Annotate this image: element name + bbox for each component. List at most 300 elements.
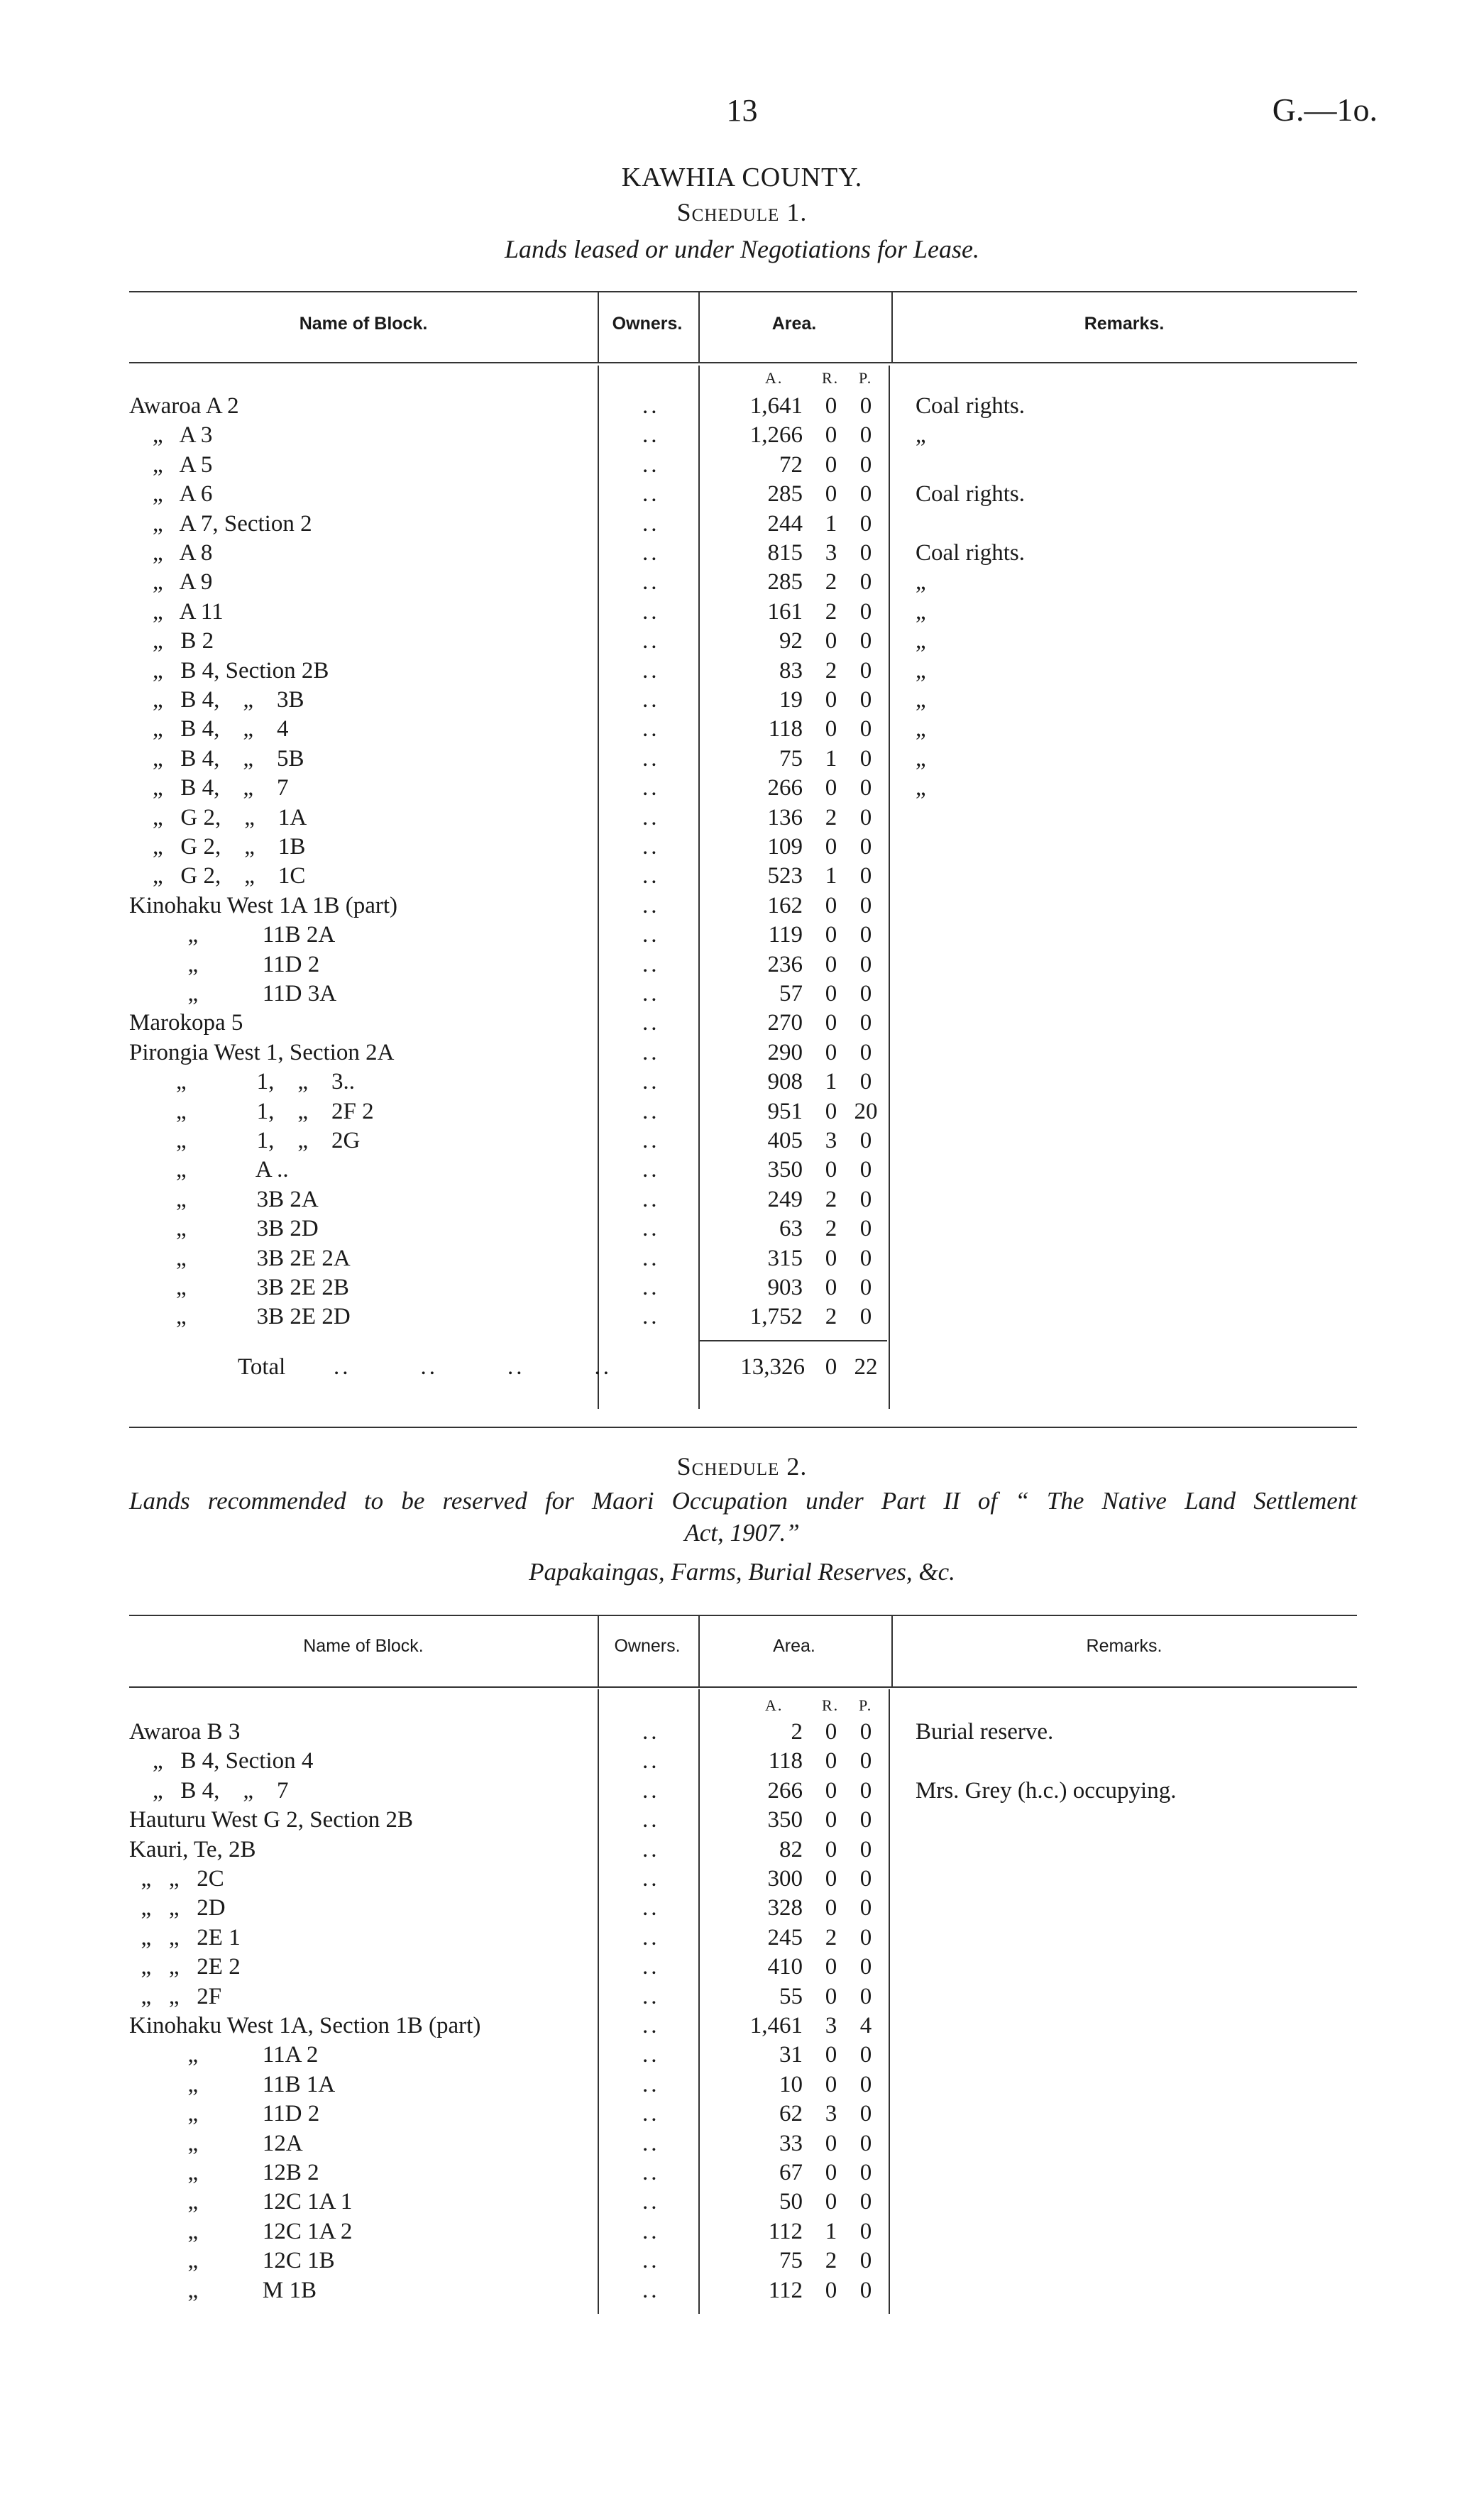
area-perches: 0: [859, 1807, 872, 1833]
area-roods: 0: [825, 1895, 837, 1921]
area-perches: 0: [859, 1069, 872, 1095]
schedule1-row: [0, 657, 1484, 686]
area-acres: 75: [779, 2248, 803, 2274]
schedule1-row: [0, 1038, 1484, 1067]
schedule1-row: [0, 862, 1484, 891]
schedule1-row: [0, 510, 1484, 539]
owners-leader-dots: ..: [642, 2248, 660, 2274]
owners-leader-dots: ..: [642, 569, 660, 595]
block-name: „ A 9: [129, 569, 213, 595]
area-acres: 75: [779, 745, 803, 772]
area-acres: 236: [767, 951, 803, 977]
owners-leader-dots: ..: [642, 1128, 660, 1153]
area-perches: 0: [859, 422, 872, 449]
area-perches: 0: [859, 2042, 872, 2068]
area-acres: 908: [767, 1069, 803, 1095]
block-name: „ 3B 2E 2B: [129, 1275, 349, 1300]
schedule2-unit-roods: R.: [822, 1696, 840, 1714]
block-name: „ A 11: [129, 598, 224, 625]
schedule2-row: [0, 1718, 1484, 1747]
schedule2-row: [0, 2041, 1484, 2070]
page-number: 13: [726, 93, 758, 128]
area-roods: 2: [825, 1186, 837, 1212]
owners-leader-dots: ..: [642, 892, 660, 918]
schedule2-divider-3: [891, 1615, 893, 1686]
owners-leader-dots: ..: [642, 2101, 660, 2127]
area-roods: 0: [825, 2277, 837, 2303]
schedule1-row: [0, 627, 1484, 656]
owners-leader-dots: ..: [642, 716, 660, 742]
block-name: Kinohaku West 1A, Section 1B (part): [129, 2013, 481, 2038]
remarks: „: [916, 745, 926, 772]
area-acres: 244: [767, 510, 803, 537]
schedule2-row: [0, 2276, 1484, 2305]
area-perches: 20: [854, 1098, 878, 1124]
schedule1-row: [0, 598, 1484, 627]
schedule2-col-owners: Owners.: [614, 1636, 681, 1656]
area-perches: 0: [859, 1719, 872, 1745]
area-perches: 0: [859, 1748, 872, 1774]
schedule2-row: [0, 2158, 1484, 2188]
remarks: „: [916, 422, 926, 449]
area-acres: 1,752: [749, 1304, 803, 1330]
schedule1-col-area: Area.: [771, 314, 817, 334]
area-perches: 0: [859, 1924, 872, 1950]
block-name: „ 11D 3A: [129, 981, 337, 1006]
schedule2-subtitle-line3: Papakaingas, Farms, Burial Reserves, &c.: [529, 1558, 955, 1586]
schedule1-row: [0, 1302, 1484, 1332]
area-perches: 0: [859, 981, 872, 1006]
schedule1-row: [0, 1067, 1484, 1097]
remarks: „: [916, 598, 926, 625]
block-name: „ 11B 2A: [129, 922, 336, 948]
schedule1-total-acres: 13,326: [740, 1354, 805, 1380]
area-acres: 285: [767, 481, 803, 507]
block-name: „ „ 2E 1: [129, 1924, 241, 1950]
schedule1-row: [0, 1273, 1484, 1302]
block-name: „ A ..: [129, 1157, 289, 1183]
schedule1-row: [0, 803, 1484, 833]
area-roods: 0: [825, 1777, 837, 1804]
area-roods: 0: [825, 1719, 837, 1745]
block-name: „ „ 2F: [129, 1983, 222, 2009]
area-acres: 162: [767, 892, 803, 918]
block-name: „ 12C 1A 1: [129, 2189, 353, 2215]
owners-leader-dots: ..: [642, 1836, 660, 1862]
area-acres: 55: [779, 1983, 803, 2009]
remarks: Burial reserve.: [916, 1719, 1054, 1745]
area-perches: 0: [859, 1777, 872, 1804]
owners-leader-dots: ..: [642, 1010, 660, 1036]
area-roods: 0: [825, 1836, 837, 1862]
owners-leader-dots: ..: [642, 2013, 660, 2038]
area-perches: 0: [859, 1039, 872, 1065]
area-acres: 92: [779, 628, 803, 654]
area-roods: 0: [825, 2071, 837, 2097]
block-name: „ B 4, „ 7: [129, 775, 289, 801]
block-name: „ A 8: [129, 540, 213, 566]
owners-leader-dots: ..: [642, 2189, 660, 2215]
schedule1-row: [0, 1185, 1484, 1214]
area-roods: 0: [825, 2160, 837, 2185]
page-reference: G.—1o.: [1272, 92, 1378, 128]
area-roods: 0: [825, 687, 837, 713]
schedule1-row: [0, 979, 1484, 1009]
remarks: „: [916, 775, 926, 801]
area-perches: 0: [859, 481, 872, 507]
block-name: Kauri, Te, 2B: [129, 1836, 256, 1862]
area-acres: 118: [768, 716, 803, 742]
area-acres: 82: [779, 1836, 803, 1862]
owners-leader-dots: ..: [642, 1924, 660, 1950]
owners-leader-dots: ..: [642, 2277, 660, 2303]
owners-leader-dots: ..: [642, 1748, 660, 1774]
area-acres: 57: [779, 981, 803, 1006]
area-perches: 0: [859, 569, 872, 595]
schedule1-total-row: [0, 1353, 1484, 1382]
block-name: „ B 4, „ 4: [129, 716, 289, 742]
owners-leader-dots: ..: [642, 393, 660, 419]
schedule1-row: [0, 568, 1484, 597]
schedule1-total-perches: 22: [854, 1354, 878, 1380]
area-perches: 0: [859, 2071, 872, 2097]
remarks: Mrs. Grey (h.c.) occupying.: [916, 1777, 1177, 1804]
schedule1-row: [0, 451, 1484, 480]
area-perches: 0: [859, 657, 872, 684]
schedule1-row: [0, 1097, 1484, 1126]
schedule1-row: [0, 745, 1484, 774]
schedule1-row: [0, 891, 1484, 921]
area-roods: 0: [825, 1098, 837, 1124]
block-name: „ 1, „ 2G: [129, 1128, 361, 1153]
owners-leader-dots: ..: [642, 481, 660, 507]
area-roods: 1: [825, 2218, 837, 2244]
block-name: „ 11B 1A: [129, 2071, 336, 2097]
schedule1-top-rule: [129, 291, 1357, 292]
owners-leader-dots: ..: [642, 1186, 660, 1212]
area-roods: 2: [825, 804, 837, 830]
block-name: „ 12B 2: [129, 2160, 319, 2185]
area-acres: 249: [767, 1186, 803, 1212]
area-acres: 270: [767, 1010, 803, 1036]
area-roods: 0: [825, 2042, 837, 2068]
area-acres: 67: [779, 2160, 803, 2185]
area-acres: 31: [779, 2042, 803, 2068]
block-name: „ A 5: [129, 451, 213, 478]
area-acres: 112: [768, 2277, 803, 2303]
owners-leader-dots: ..: [642, 1216, 660, 1242]
owners-leader-dots: ..: [642, 628, 660, 654]
area-acres: 50: [779, 2189, 803, 2215]
block-name: „ „ 2D: [129, 1895, 226, 1921]
area-perches: 0: [859, 1186, 872, 1212]
block-name: „ 1, „ 2F 2: [129, 1098, 374, 1124]
block-name: „ B 4, „ 7: [129, 1777, 289, 1804]
area-acres: 1,461: [749, 2013, 803, 2038]
area-acres: 1,641: [749, 393, 803, 419]
schedule1-row: [0, 833, 1484, 862]
schedule2-unit-acres: A.: [765, 1696, 784, 1714]
area-acres: 523: [767, 863, 803, 889]
block-name: „ A 6: [129, 481, 213, 507]
area-roods: 0: [825, 422, 837, 449]
owners-leader-dots: ..: [642, 1719, 660, 1745]
area-perches: 0: [859, 628, 872, 654]
block-name: „ B 4, „ 3B: [129, 687, 304, 713]
area-roods: 0: [825, 922, 837, 948]
block-name: „ 3B 2A: [129, 1186, 319, 1212]
block-name: Awaroa B 3: [129, 1719, 241, 1745]
block-name: „ G 2, „ 1A: [129, 804, 307, 830]
area-acres: 410: [767, 1954, 803, 1980]
block-name: Hauturu West G 2, Section 2B: [129, 1807, 414, 1833]
area-perches: 0: [859, 687, 872, 713]
owners-leader-dots: ..: [642, 1954, 660, 1980]
schedule2-header-rule: [129, 1686, 1357, 1688]
area-roods: 3: [825, 540, 837, 566]
schedule2-subtitle-line2: Act, 1907.”: [684, 1519, 800, 1547]
area-acres: 903: [767, 1275, 803, 1300]
schedule1-row: [0, 480, 1484, 509]
schedule1-row: [0, 1156, 1484, 1185]
area-roods: 1: [825, 745, 837, 772]
area-perches: 0: [859, 775, 872, 801]
owners-leader-dots: ..: [642, 540, 660, 566]
owners-leader-dots: ..: [642, 1275, 660, 1300]
schedule1-divider-2: [698, 291, 700, 362]
area-roods: 2: [825, 2248, 837, 2274]
area-roods: 0: [825, 951, 837, 977]
schedule1-row: [0, 921, 1484, 950]
area-perches: 0: [859, 804, 872, 830]
schedule2-row: [0, 1777, 1484, 1806]
owners-leader-dots: ..: [642, 1069, 660, 1095]
area-acres: 119: [768, 922, 803, 948]
schedule1-unit-roods: R.: [822, 369, 840, 387]
owners-leader-dots: ..: [642, 981, 660, 1006]
schedule1-row: [0, 392, 1484, 421]
area-perches: 0: [859, 2160, 872, 2185]
area-acres: 350: [767, 1157, 803, 1183]
area-acres: 300: [767, 1866, 803, 1892]
area-roods: 0: [825, 451, 837, 478]
remarks: Coal rights.: [916, 393, 1025, 419]
schedule1-row: [0, 686, 1484, 715]
block-name: „ B 4, „ 5B: [129, 745, 304, 772]
schedule1-row: [0, 1126, 1484, 1156]
area-roods: 0: [825, 1275, 837, 1300]
schedule2-unit-perches: P.: [859, 1696, 873, 1714]
area-acres: 2: [791, 1719, 803, 1745]
owners-leader-dots: ..: [642, 1866, 660, 1892]
area-roods: 0: [825, 981, 837, 1006]
area-perches: 0: [859, 540, 872, 566]
schedule2-row: [0, 2011, 1484, 2041]
area-acres: 290: [767, 1039, 803, 1065]
area-roods: 1: [825, 510, 837, 537]
block-name: „ A 3: [129, 422, 213, 449]
area-perches: 0: [859, 2277, 872, 2303]
block-name: „ 3B 2E 2A: [129, 1245, 351, 1271]
schedule1-row: [0, 1009, 1484, 1038]
area-acres: 1,266: [749, 422, 803, 449]
area-perches: 0: [859, 892, 872, 918]
area-roods: 1: [825, 863, 837, 889]
owners-leader-dots: ..: [642, 804, 660, 830]
block-name: „ G 2, „ 1C: [129, 863, 306, 889]
schedule2-col-area: Area.: [773, 1636, 815, 1656]
owners-leader-dots: ..: [642, 657, 660, 684]
area-perches: 0: [859, 1954, 872, 1980]
schedule2-row: [0, 1953, 1484, 1982]
owners-leader-dots: ..: [642, 1039, 660, 1065]
schedule1-col-name: Name of Block.: [299, 314, 428, 334]
area-perches: 0: [859, 510, 872, 537]
area-roods: 2: [825, 657, 837, 684]
schedule1-row: [0, 1214, 1484, 1244]
schedule1-total-dots: .. .. .. ..: [334, 1354, 612, 1380]
schedule1-row: [0, 950, 1484, 979]
owners-leader-dots: ..: [642, 1983, 660, 2009]
owners-leader-dots: ..: [642, 510, 660, 537]
area-roods: 0: [825, 716, 837, 742]
area-perches: 0: [859, 745, 872, 772]
area-perches: 0: [859, 1216, 872, 1242]
area-perches: 0: [859, 393, 872, 419]
remarks: „: [916, 716, 926, 742]
block-name: „ 11D 2: [129, 2101, 320, 2127]
schedule1-row: [0, 774, 1484, 803]
schedule1-header-rule: [129, 362, 1357, 363]
area-perches: 0: [859, 863, 872, 889]
area-perches: 0: [859, 1245, 872, 1271]
owners-leader-dots: ..: [642, 863, 660, 889]
area-perches: 4: [859, 2013, 872, 2038]
schedule2-row: [0, 2129, 1484, 2158]
area-acres: 405: [767, 1128, 803, 1153]
area-perches: 0: [859, 2248, 872, 2274]
area-perches: 0: [859, 1836, 872, 1862]
area-roods: 2: [825, 1216, 837, 1242]
area-perches: 0: [859, 2130, 872, 2156]
county-title: KAWHIA COUNTY.: [621, 163, 863, 192]
owners-leader-dots: ..: [642, 598, 660, 625]
schedule2-row: [0, 1923, 1484, 1953]
owners-leader-dots: ..: [642, 2071, 660, 2097]
owners-leader-dots: ..: [642, 451, 660, 478]
area-acres: 63: [779, 1216, 803, 1242]
schedule2-heading: Schedule 2.: [676, 1452, 808, 1481]
area-roods: 0: [825, 481, 837, 507]
owners-leader-dots: ..: [642, 951, 660, 977]
area-roods: 3: [825, 1128, 837, 1153]
area-roods: 2: [825, 598, 837, 625]
owners-leader-dots: ..: [642, 1895, 660, 1921]
area-acres: 19: [779, 687, 803, 713]
area-roods: 3: [825, 2013, 837, 2038]
area-acres: 62: [779, 2101, 803, 2127]
schedule2-row: [0, 2217, 1484, 2246]
area-perches: 0: [859, 598, 872, 625]
schedule2-col-remarks: Remarks.: [1086, 1636, 1163, 1656]
area-acres: 266: [767, 1777, 803, 1804]
owners-leader-dots: ..: [642, 1157, 660, 1183]
owners-leader-dots: ..: [642, 775, 660, 801]
block-name: „ A 7, Section 2: [129, 510, 312, 537]
schedule1-row: [0, 1244, 1484, 1273]
block-name: Pirongia West 1, Section 2A: [129, 1039, 395, 1065]
schedule1-row: [0, 421, 1484, 450]
area-acres: 815: [767, 540, 803, 566]
block-name: „ 12C 1B: [129, 2248, 335, 2274]
block-name: „ „ 2C: [129, 1866, 224, 1892]
area-roods: 0: [825, 628, 837, 654]
schedule2-subtitle-line1: Lands recommended to be reserved for Maori Occupation under Part II of “ The Native Land Settlement: [129, 1487, 1357, 1515]
schedule1-row: [0, 715, 1484, 744]
schedule2-row: [0, 2099, 1484, 2129]
area-acres: 350: [767, 1807, 803, 1833]
area-perches: 0: [859, 2101, 872, 2127]
area-roods: 0: [825, 834, 837, 860]
schedule1-divider-1: [598, 291, 599, 362]
area-acres: 285: [767, 569, 803, 595]
area-perches: 0: [859, 1895, 872, 1921]
schedule1-bottom-rule: [129, 1427, 1357, 1428]
area-perches: 0: [859, 1010, 872, 1036]
area-roods: 0: [825, 892, 837, 918]
owners-leader-dots: ..: [642, 1245, 660, 1271]
block-name: „ 11A 2: [129, 2042, 319, 2068]
schedule2-top-rule: [129, 1615, 1357, 1616]
owners-leader-dots: ..: [642, 422, 660, 449]
schedule1-col-owners: Owners.: [612, 314, 683, 334]
schedule1-total-label: Total: [238, 1354, 286, 1380]
area-perches: 0: [859, 1983, 872, 2009]
owners-leader-dots: ..: [642, 2160, 660, 2185]
area-roods: 0: [825, 1954, 837, 1980]
owners-leader-dots: ..: [642, 1777, 660, 1804]
block-name: Kinohaku West 1A 1B (part): [129, 892, 398, 918]
schedule1-col-remarks: Remarks.: [1084, 314, 1165, 334]
owners-leader-dots: ..: [642, 1807, 660, 1833]
area-roods: 0: [825, 1245, 837, 1271]
block-name: „ B 4, Section 2B: [129, 657, 329, 684]
remarks: Coal rights.: [916, 481, 1025, 507]
block-name: „ 11D 2: [129, 951, 320, 977]
area-perches: 0: [859, 451, 872, 478]
remarks: „: [916, 687, 926, 713]
block-name: „ 12C 1A 2: [129, 2218, 353, 2244]
schedule2-row: [0, 1747, 1484, 1776]
area-acres: 161: [767, 598, 803, 625]
schedule2-row: [0, 2070, 1484, 2099]
schedule1-heading: Schedule 1.: [676, 198, 808, 226]
area-roods: 0: [825, 1039, 837, 1065]
block-name: „ 3B 2D: [129, 1216, 319, 1242]
schedule2-row: [0, 1894, 1484, 1923]
block-name: „ M 1B: [129, 2277, 317, 2303]
area-perches: 0: [859, 1866, 872, 1892]
schedule1-unit-perches: P.: [859, 369, 873, 387]
area-acres: 109: [767, 834, 803, 860]
schedule1-subtitle: Lands leased or under Negotiations for Lease.: [504, 235, 979, 263]
remarks: „: [916, 569, 926, 595]
block-name: Awaroa A 2: [129, 393, 239, 419]
area-roods: 0: [825, 1157, 837, 1183]
schedule2-row: [0, 2188, 1484, 2217]
area-acres: 10: [779, 2071, 803, 2097]
area-perches: 0: [859, 1275, 872, 1300]
